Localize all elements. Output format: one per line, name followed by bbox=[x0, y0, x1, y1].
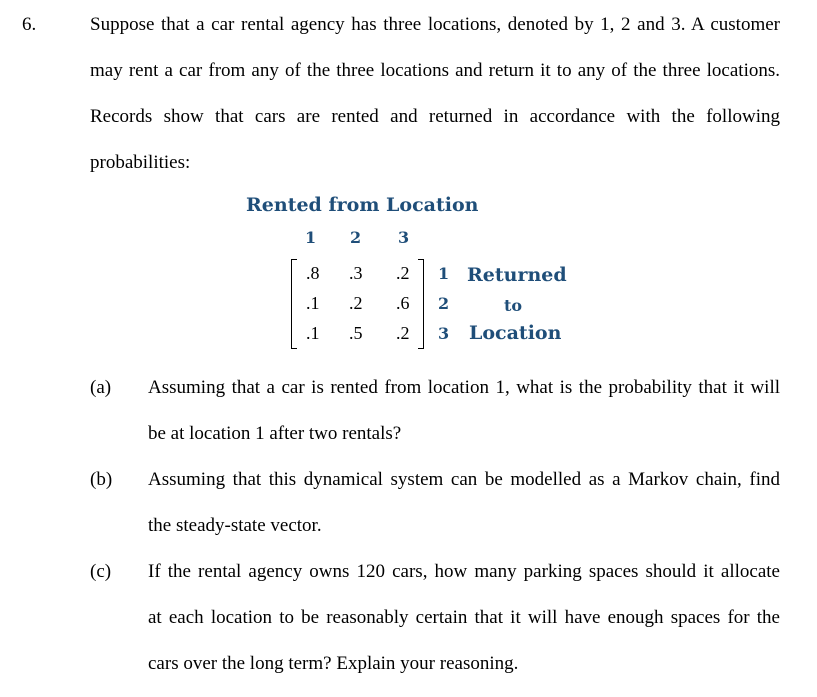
matrix-cell: .2 bbox=[396, 263, 410, 283]
part-b-line-2: the steady-state vector. bbox=[148, 515, 322, 536]
part-c-line-3: cars over the long term? Explain your reasoning. bbox=[148, 653, 519, 674]
side-label-returned: Returned bbox=[467, 264, 567, 286]
matrix-right-bracket bbox=[418, 259, 424, 349]
part-b-label: (b) bbox=[90, 469, 113, 490]
part-a-label: (a) bbox=[90, 377, 112, 398]
matrix-cell: .2 bbox=[349, 293, 363, 313]
part-a-line-1: Assuming that a car is rented from location 1, what is the probability that it will bbox=[148, 377, 780, 398]
column-label-3: 3 bbox=[398, 228, 410, 247]
part-a-line-2: be at location 1 after two rentals? bbox=[148, 423, 402, 444]
matrix-cell: .5 bbox=[349, 323, 363, 343]
matrix-cell: .6 bbox=[396, 293, 410, 313]
intro-line-2: may rent a car from any of the three locations and return it to any of the three locations. bbox=[90, 60, 780, 81]
row-label-2: 2 bbox=[438, 294, 450, 313]
intro-line-3: Records show that cars are rented and returned in accordance with the following bbox=[90, 106, 780, 127]
side-label-to: to bbox=[504, 296, 523, 315]
intro-line-4: probabilities: bbox=[90, 152, 191, 173]
part-c-label: (c) bbox=[90, 561, 112, 582]
problem-number: 6. bbox=[22, 14, 37, 35]
matrix-cell: .8 bbox=[306, 263, 320, 283]
row-label-1: 1 bbox=[438, 264, 450, 283]
part-b-line-1: Assuming that this dynamical system can be modelled as a Markov chain, find bbox=[148, 469, 780, 490]
matrix-cell: .1 bbox=[306, 323, 320, 343]
part-c-line-1: If the rental agency owns 120 cars, how many parking spaces should it allocate bbox=[148, 561, 780, 582]
matrix-cell: .3 bbox=[349, 263, 363, 283]
intro-line-1: Suppose that a car rental agency has three locations, denoted by 1, 2 and 3. A customer bbox=[90, 14, 780, 35]
figure-top-label: Rented from Location bbox=[246, 194, 479, 216]
column-label-2: 2 bbox=[350, 228, 362, 247]
column-label-1: 1 bbox=[305, 228, 317, 247]
matrix-left-bracket bbox=[291, 259, 297, 349]
part-c-line-2: at each location to be reasonably certain that it will have enough spaces for the bbox=[148, 607, 780, 628]
matrix-cell: .1 bbox=[306, 293, 320, 313]
side-label-location: Location bbox=[469, 322, 562, 344]
row-label-3: 3 bbox=[438, 324, 450, 343]
matrix-cell: .2 bbox=[396, 323, 410, 343]
